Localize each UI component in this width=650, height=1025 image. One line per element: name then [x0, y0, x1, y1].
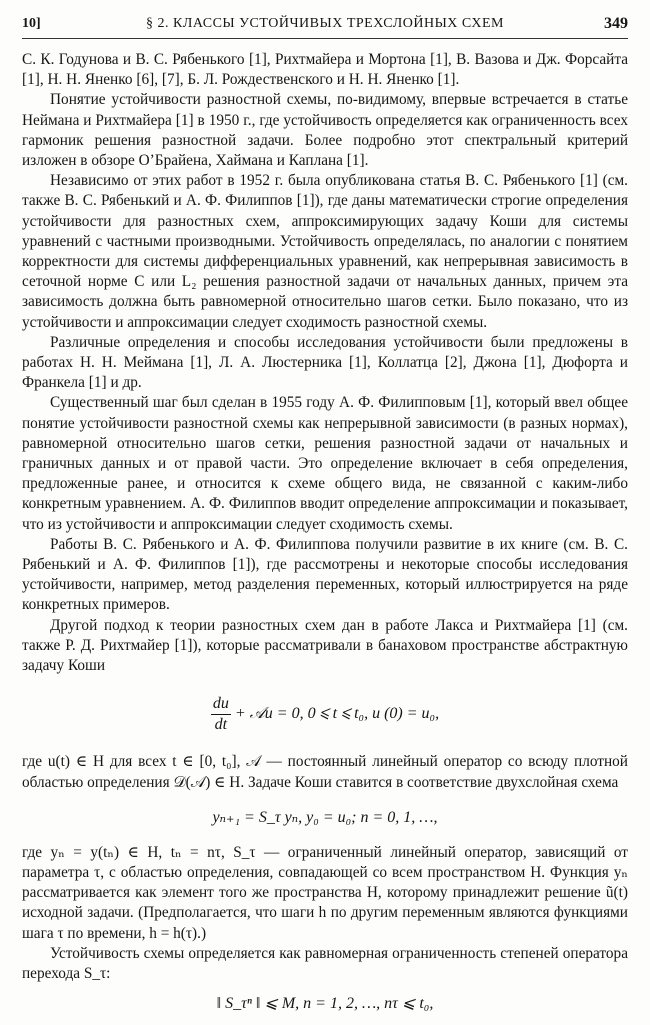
- paragraph: где u(t) ∈ H для всех t ∈ [0, t₀], 𝒜 — постоянный линейный оператор со всюду плотной областью определения 𝒟(𝒜) ∈ H. Задаче Коши ставится в соответствие двухслойная схема: [22, 753, 628, 791]
- paragraph: Другой подход к теории разностных схем дан в работе Лакса и Рихтмайера [1] (см. также Р. Д. Рихтмайер [1]), которые рассматривали в банаховом пространстве абстрактную задачу Коши: [22, 616, 628, 675]
- fraction-numerator: du: [211, 694, 231, 715]
- paragraph: Различные определения и способы исследования устойчивости были предложены в работах Н. Н. Меймана [1], Л. А. Люстерника [1], Коллатца [2], Джона [1], Дюфорта и Франкела [1] и др.: [22, 333, 628, 392]
- paragraph: где yₙ = y(tₙ) ∈ H, tₙ = nτ, S_τ — ограниченный линейный оператор, зависящий от параметра τ, с областью определения, совпадающей со всем пространством H. Функция yₙ рассматривается как элемент того же пространства H, которому принадлежит решение ũ(t) исходной задачи. (Предполагается, что шаги h по другим переменным являются функциями шага τ по времени, h = h(τ).): [22, 843, 628, 942]
- derivative-fraction: [211, 694, 231, 735]
- header-rule: [22, 38, 628, 39]
- paragraph: Устойчивость схемы определяется как равномерная ограниченность степеней оператора перехода S_τ:: [22, 944, 628, 982]
- scheme-formula: yₙ₊₁ = S_τ yₙ, y₀ = u₀; n = 0, 1, …,: [212, 808, 438, 826]
- two-layer-scheme-equation: [22, 793, 628, 843]
- bound-formula: ‖ S_τⁿ ‖ ⩽ M, n = 1, 2, …, nτ ⩽ t₀,: [216, 995, 434, 1013]
- paragraph: Понятие устойчивости разностной схемы, по-видимому, впервые встречается в статье Неймана и Рихтмайера [1] в 1950 г., где устойчивость определяется как ограниченность всех гармоник решения разностной задачи. Более подробно этот спектральный критерий изложен в обзоре О’Брайена, Хаймана и Каплана [1].: [22, 91, 628, 170]
- page-body: [22, 50, 628, 1024]
- stability-bound-equation: [22, 984, 628, 1024]
- running-header: [22, 12, 628, 36]
- cauchy-problem-equation: [22, 676, 628, 752]
- paragraph: С. К. Годунова и В. С. Рябенького [1], Рихтмайера и Мортона [1], В. Вазова и Дж. Форсайта [1], Н. Н. Яненко [6], [7], Б. Л. Рождественского и Н. Н. Яненко [1].: [22, 51, 628, 89]
- paragraph: Независимо от этих работ в 1952 г. была опубликована статья В. С. Рябенького [1] (см. также В. С. Рябенький и А. Ф. Филиппов [1]), где даны математически строгие определения устойчивости для разностных схем, аппроксимирующих задачу Коши для системы уравнений с частными производными. Устойчивость определялась, по аналогии с понятием корректности для системы дифференциальных уравнений, как непрерывная зависимость в сеточной норме C или L₂ решения разностной задачи от начальных данных, причем эта зависимость должна быть равномерной относительно шагов сетки. Было показано, что из устойчивости и аппроксимации следует сходимость разностной схемы.: [22, 172, 628, 331]
- page-number: 349: [604, 15, 628, 32]
- section-marker: 10]: [22, 16, 41, 31]
- fraction-denominator: dt: [214, 715, 228, 733]
- running-title: § 2. КЛАССЫ УСТОЙЧИВЫХ ТРЕХСЛОЙНЫХ СХЕМ: [145, 16, 505, 31]
- equation-rest: + 𝒜u = 0, 0 ⩽ t ⩽ t₀, u (0) = u₀,: [234, 705, 440, 723]
- paragraph: Существенный шаг был сделан в 1955 году А. Ф. Филипповым [1], который ввел общее понятие устойчивости разностной схемы как непрерывной зависимости (в разных нормах), равномерной относительно шагов сетки, решения разностной задачи от начальных и граничных данных и от правой части. Это определение включает в себя определения, предложенные ранее, и относится к схеме общего вида, не связанной с каким-либо конкретным уравнением. А. Ф. Филиппов вводит определение аппроксимации и показывает, что из устойчивости и аппроксимации следует сходимость схемы.: [22, 394, 628, 533]
- paragraph: Работы В. С. Рябенького и А. Ф. Филиппова получили развитие в их книге (см. В. С. Рябенький и А. Ф. Филиппов [1]), где рассмотрены и некоторые способы исследования устойчивости, например, метод разделения переменных, который иллюстрируется на ряде конкретных примеров.: [22, 535, 628, 614]
